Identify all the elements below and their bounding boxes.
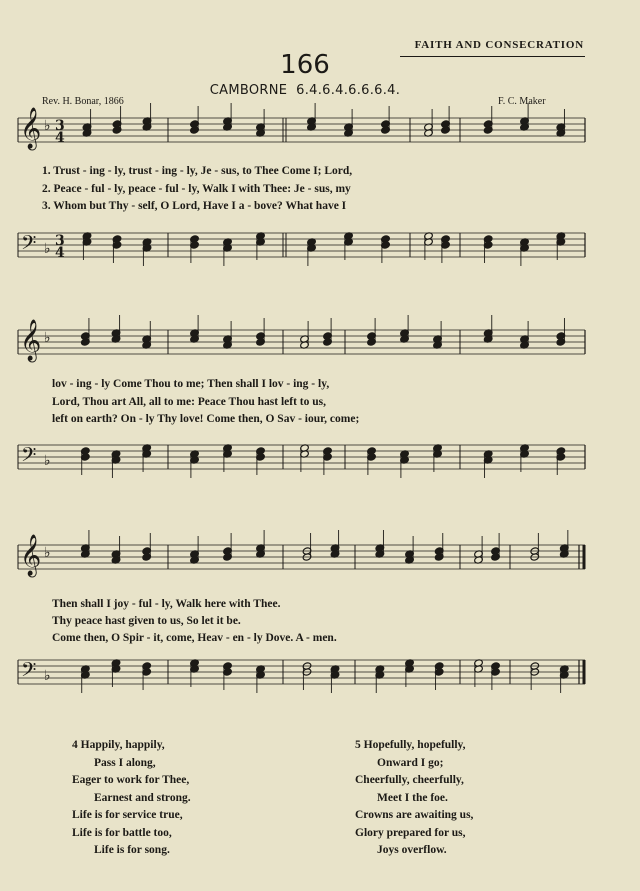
section-title: FAITH AND CONSECRATION (414, 39, 584, 51)
time-signature-bottom: 4 (55, 245, 65, 261)
verse-line: Crowns are awaiting us, (355, 809, 474, 821)
bass-clef: 𝄢 (21, 443, 37, 471)
bass-clef: 𝄢 (21, 231, 37, 259)
meter: 6.4.6.4.6.6.6.4. (296, 83, 401, 98)
treble-clef: 𝄞 (20, 320, 42, 361)
author-credit: Rev. H. Bonar, 1866 (42, 96, 124, 107)
bass-clef: 𝄢 (21, 658, 37, 686)
flat-sign: ♭ (44, 241, 51, 257)
verse-line: Pass I along, (94, 756, 156, 769)
lyric-line: left on earth? On - ly Thy love! Come then, O Sav - iour, come; (52, 413, 360, 425)
time-signature-top: 3 (55, 118, 65, 134)
flat-sign: ♭ (44, 453, 51, 469)
verse-line: Glory prepared for us, (355, 826, 466, 839)
verse-line: Joys overflow. (377, 844, 447, 856)
lyric-line: Then shall I joy - ful - ly, Walk here with Thee. (52, 598, 281, 610)
lyric-line: Come then, O Spir - it, come, Heav - en - ly Dove. A - men. (52, 632, 337, 644)
time-signature-bottom: 4 (55, 130, 65, 146)
verse-line: Life is for song. (94, 844, 170, 856)
flat-sign: ♭ (44, 118, 51, 134)
lyric-line: 2. Peace - ful - ly, peace - ful - ly, Walk I with Thee: Je - sus, my (42, 183, 351, 195)
verse-line: Meet I the foe. (377, 791, 448, 804)
verse-line: Onward I go; (377, 756, 444, 769)
hymn-number: 166 (280, 50, 330, 80)
flat-sign: ♭ (44, 545, 51, 561)
time-signature-top: 3 (55, 233, 65, 249)
verse-line: Life is for battle too, (72, 826, 172, 839)
flat-sign: ♭ (44, 330, 51, 346)
treble-clef: 𝄞 (20, 535, 42, 576)
verse-line: Earnest and strong. (94, 791, 191, 804)
lyric-line: Thy peace hast given to us, So let it be. (52, 615, 241, 627)
flat-sign: ♭ (44, 668, 51, 684)
verse-5 (355, 737, 473, 860)
lyric-line: Lord, Thou art All, all to me: Peace Thou hast left to us, (52, 396, 326, 408)
verse-line: Cheerfully, cheerfully, (355, 774, 464, 786)
lyric-line: 1. Trust - ing - ly, trust - ing - ly, Je - sus, to Thee Come I; Lord, (42, 165, 353, 177)
verse-line: 5 Hopefully, hopefully, (355, 739, 466, 751)
treble-clef: 𝄞 (20, 108, 42, 149)
lyric-line: 3. Whom but Thy - self, O Lord, Have I a - bove? What have I (42, 200, 347, 212)
verse-line: Eager to work for Thee, (72, 774, 190, 786)
lyric-line: lov - ing - ly Come Thou to me; Then shall I lov - ing - ly, (52, 378, 330, 390)
verse-4 (72, 737, 191, 860)
tune-name: CAMBORNE (209, 83, 288, 98)
verse-line: Life is for service true, (72, 809, 183, 821)
composer-credit: F. C. Maker (498, 96, 546, 107)
verse-line: 4 Happily, happily, (72, 739, 165, 751)
